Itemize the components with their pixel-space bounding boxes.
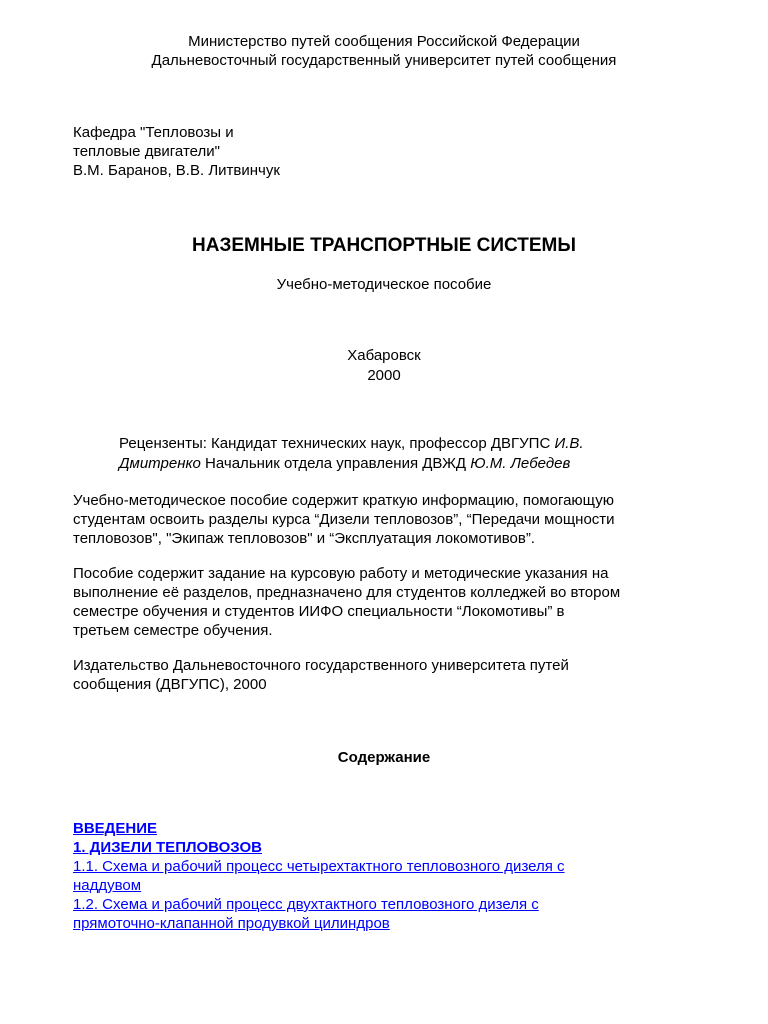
toc-link-section-1-2-line-2[interactable]: прямоточно-клапанной продувкой цилиндров	[73, 915, 390, 932]
paragraph-2-line-2: выполнение её разделов, предназначено для студентов колледжей во втором	[73, 584, 621, 601]
ministry-line: Министерство путей сообщения Российской Федерации	[188, 33, 580, 50]
document-title: НАЗЕМНЫЕ ТРАНСПОРТНЫЕ СИСТЕМЫ	[192, 235, 576, 256]
department-line-2: тепловые двигатели"	[73, 143, 220, 160]
authors: В.М. Баранов, В.В. Литвинчук	[73, 162, 280, 179]
toc-item-chapter-1	[73, 839, 262, 857]
department-line-1: Кафедра "Тепловозы и	[73, 124, 234, 141]
reviewers-line-1	[119, 435, 584, 453]
reviewer-2-position: Начальник отдела управления ДВЖД	[200, 455, 471, 472]
toc-link-section-1-1-line-2[interactable]: наддувом	[73, 877, 142, 894]
toc-item-intro	[73, 820, 157, 838]
document-subtitle: Учебно-методическое пособие	[276, 276, 492, 293]
toc-item-section-1-2-cont	[73, 915, 390, 933]
reviewer-1-surname: Дмитренко	[119, 455, 201, 472]
year: 2000	[367, 367, 401, 384]
toc-item-section-1-2	[73, 896, 539, 914]
paragraph-2-line-1: Пособие содержит задание на курсовую работу и методические указания на	[73, 565, 609, 582]
reviewers-label: Рецензенты: Кандидат технических наук, профессор ДВГУПС	[119, 435, 555, 452]
toc-item-section-1-1-cont	[73, 877, 141, 895]
paragraph-1-line-1: Учебно-методическое пособие содержит краткую информацию, помогающую	[73, 492, 614, 509]
university-line: Дальневосточный государственный университет путей сообщения	[151, 52, 617, 69]
paragraph-1-line-2: студентам освоить разделы курса “Дизели тепловозов”, “Передачи мощности	[73, 511, 615, 528]
paragraph-3-line-1: Издательство Дальневосточного государственного университета путей	[73, 657, 569, 674]
toc-link-section-1-2-line-1[interactable]: 1.2. Схема и рабочий процесс двухтактного тепловозного дизеля с	[73, 896, 539, 913]
reviewers-line-2	[119, 455, 570, 473]
paragraph-2-line-4: третьем семестре обучения.	[73, 622, 273, 639]
reviewer-2-name: Ю.М. Лебедев	[470, 455, 571, 472]
paragraph-3-line-2: сообщения (ДВГУПС), 2000	[73, 676, 267, 693]
reviewer-1-initials: И.В.	[554, 435, 584, 452]
toc-link-section-1-1-line-1[interactable]: 1.1. Схема и рабочий процесс четырехтактного тепловозного дизеля с	[73, 858, 565, 875]
toc-link-intro[interactable]: ВВЕДЕНИЕ	[73, 820, 157, 837]
toc-link-chapter-1[interactable]: 1. ДИЗЕЛИ ТЕПЛОВОЗОВ	[73, 839, 262, 856]
contents-heading: Содержание	[337, 749, 431, 766]
city: Хабаровск	[347, 347, 421, 364]
paragraph-1-line-3: тепловозов", "Экипаж тепловозов" и “Эксплуатация локомотивов”.	[73, 530, 535, 547]
toc-item-section-1-1	[73, 858, 565, 876]
paragraph-2-line-3: семестре обучения и студентов ИИФО специальности “Локомотивы” в	[73, 603, 565, 620]
